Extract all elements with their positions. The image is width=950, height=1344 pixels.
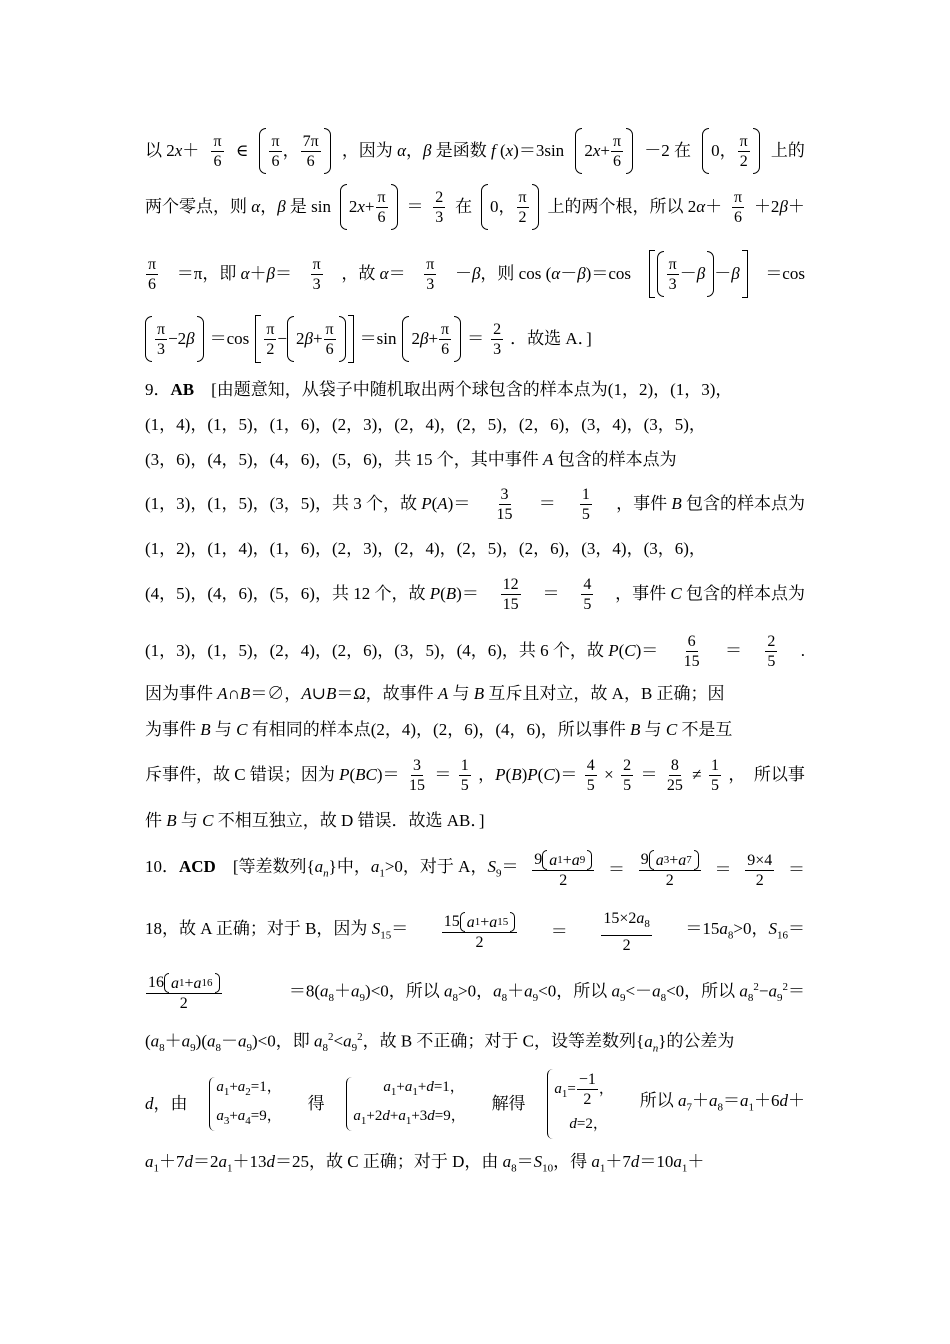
text-line-8: (1，3)，(1，5)，(3，5)，共 3 个，故 P(A)＝ $\frac{3}{15}$ ＝ $\frac{1}{5}$ ，事件 B 包含的样本点为 <box>145 485 805 523</box>
fraction-pi-over-6: $\frac{\pi}{6}$ <box>213 132 222 170</box>
problem-10-answer: 10．ACD [等差数列$\{a_n\}$中，$a_1>0$，对于 A，$S_9=$ 9 a 1 + a 9 2 ＝ 9 a 3 + a 7 2 ＝ $\frac{9\times 4}{2}$ ＝ <box>145 850 805 890</box>
text-line-1: 以 2x＋ $\frac{\pi}{6}$ ∈ $\frac{\pi}{6}$ ， $\frac{7\pi}{6}$ ，因为 α，β 是函数 f (x)＝3sin 2x+ $\frac{\pi}{6}$ －2 在 0， $\frac{\pi}{2}$ 上的 <box>145 121 805 181</box>
text-line-21: $a_1+7d=2a_1+13d=25$，故 C 正确；对于 D，由 $a_8=S_{10}$，得 $a_1+7d=10a_1+$ <box>145 1151 705 1175</box>
answer-label-9: AB <box>170 380 195 399</box>
equation-system-1: $a_1+a_2=1$， $a_3+a_4=9$， <box>209 1077 285 1131</box>
text-line-15: 件 B 与 C 不相互独立，故 D 错误．故选 AB．] <box>145 811 485 830</box>
text-line-18: 16 a 1 + a 16 2 $=8(a_8+a_9)<0$，所以 $a_8>0$，$a_8+a_9<0$，所以 $a_9<-a_8<0$，所以 $a_8^2-a_9^2=$ <box>148 973 805 1013</box>
text-line-19: $(a_8+a_9)(a_8-a_9)<0$，即 $a_8^2<a_9^2$，故 B 不正确；对于 C，设等差数列$\{a_n\}$的公差为 <box>145 1031 735 1055</box>
text-line-6: (1，4)，(1，5)，(1，6)，(2，3)，(2，4)，(2，5)，(2，6)，(3，4)，(3，5)， <box>145 415 706 434</box>
text-line-14: 斥事件，故 C 错误；因为 P(BC)＝ $\frac{3}{15}$ ＝ $\frac{1}{5}$ ，P(B)P(C)＝ $\frac{4}{5}$ × $\frac{2}{5}$ ＝ $\frac{8}{25}$ ≠ $\frac{1}{5}$ ， 所以事 <box>145 756 805 794</box>
text-line-13: 为事件 B 与 C 有相同的样本点(2，4)，(2，6)，(4，6)，所以事件 B 与 C 不是互 <box>145 720 733 739</box>
text-line-20: d，由 $a_1+a_2=1$， $a_3+a_4=9$， 得 $a_1+a_1+d=1$， $a_1+2d+a_1+3d=9$， 解得 $a_1=$ $\frac{-1}{2}$ ， d=2， 所以 $a_7+a_8=a_1+6d+$ <box>145 1074 805 1134</box>
answer-label-10: ACD <box>179 856 216 876</box>
equation-system-2: $a_1+a_1+d=1$， $a_1+2d+a_1+3d=9$， <box>346 1077 469 1131</box>
text-line-17: 18，故 A 正确；对于 B，因为 $S_{15}=$ 15 a 1 + a 15 2 ＝ $\frac{15\times 2a_8}{2}$ $=15a_8>0$，$S_{16}=$ <box>145 910 805 954</box>
problem-9-answer: 9．AB [由题意知，从袋子中随机取出两个球包含的样本点为(1，2)，(1，3)， <box>145 380 733 399</box>
text-line-9: (1，2)，(1，4)，(1，6)，(2，3)，(2，4)，(2，5)，(2，6)，(3，4)，(3，6)， <box>145 539 706 558</box>
text-line-2: 两个零点，则 α，β 是 sin 2x+ $\frac{\pi}{6}$ ＝ $\frac{2}{3}$ 在 0， $\frac{\pi}{2}$ 上的两个根，所以 2α＋ $\frac{\pi}{6}$ ＋2β＋ <box>145 177 805 237</box>
text-line-11: (1，3)，(1，5)，(2，4)，(2，6)，(3，5)，(4，6)，共 6 个，故 P(C)＝ $\frac{6}{15}$ ＝ $\frac{2}{5}$ . <box>145 632 805 670</box>
text-line-4: $\frac{\pi}{3}$ −2β ＝cos $\frac{\pi}{2}$ − 2β+ $\frac{\pi}{6}$ ＝sin 2β+ $\frac{\pi}{6}$ ＝ $\frac{2}{3}$ ．故选 A．] <box>145 309 805 369</box>
text-line-7: (3，6)，(4，5)，(4，6)，(5，6)，共 15 个，其中事件 A 包含的样本点为 <box>145 450 677 469</box>
text-line-3: $\frac{\pi}{6}$ ＝π，即 α＋β＝ $\frac{\pi}{3}$ ，故 α＝ $\frac{\pi}{3}$ －β，则 cos (α－β)＝cos $\frac{\pi}{3}$ －β －β ＝cos <box>145 244 805 304</box>
equation-system-3: $a_1=$ $\frac{-1}{2}$ ， d=2， <box>547 1069 618 1139</box>
text-line-12: 因为事件 A∩B＝∅，A∪B＝Ω，故事件 A 与 B 互斥且对立，故 A，B 正确；因 <box>145 684 725 703</box>
text-line-10: (4，5)，(4，6)，(5，6)，共 12 个，故 P(B)＝ $\frac{12}{15}$ ＝ $\frac{4}{5}$ ，事件 C 包含的样本点为 <box>145 575 805 613</box>
